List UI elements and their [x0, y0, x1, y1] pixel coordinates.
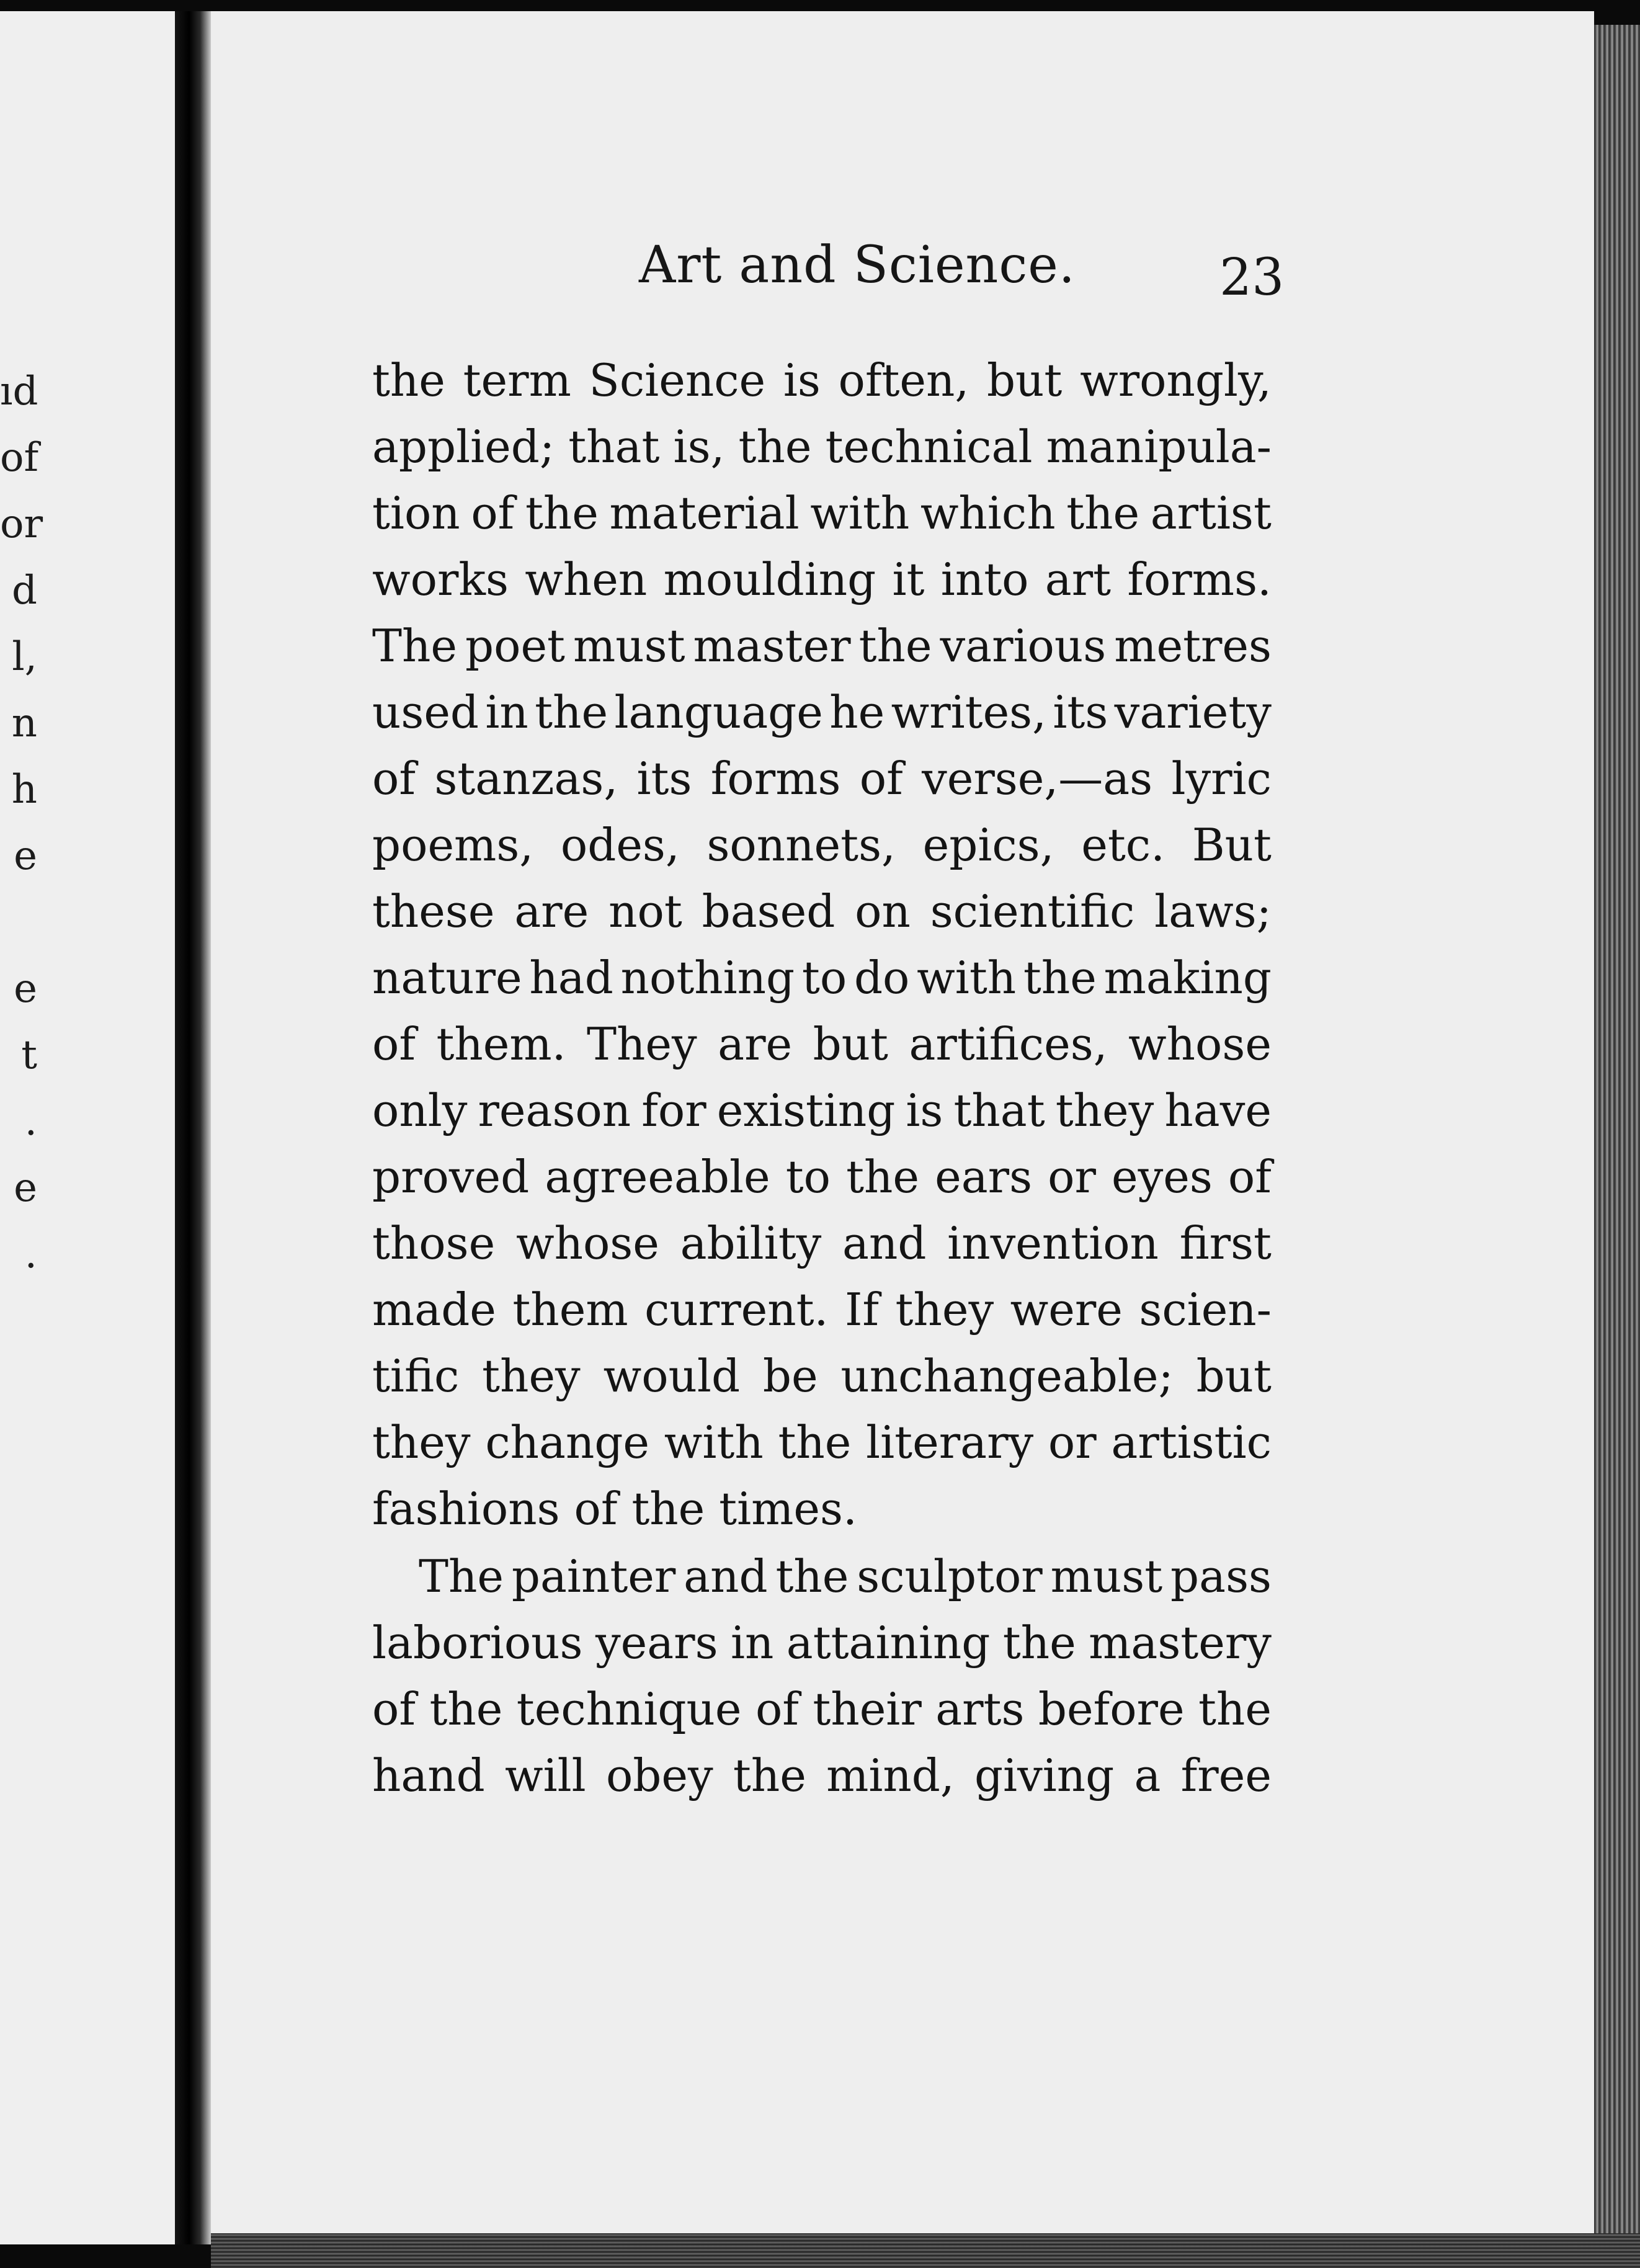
word: painter	[511, 1550, 676, 1602]
word: laws;	[1154, 885, 1272, 937]
word: them.	[436, 1018, 566, 1070]
word: sonnets,	[706, 819, 896, 871]
word: the	[429, 1683, 503, 1735]
word: making	[1103, 952, 1272, 1004]
word: of	[372, 1018, 416, 1070]
previous-page-fragment	[0, 11, 175, 2244]
word: technique	[516, 1683, 742, 1735]
word: tion	[372, 487, 460, 539]
word: whose	[515, 1217, 659, 1269]
word: The	[419, 1550, 504, 1602]
word: etc.	[1081, 819, 1165, 871]
word: arts	[935, 1683, 1025, 1735]
word: with	[664, 1416, 764, 1468]
word: made	[372, 1284, 496, 1336]
word: are	[514, 885, 589, 937]
word: or	[1048, 1416, 1097, 1468]
word: to	[785, 1151, 831, 1203]
word: the	[525, 487, 599, 539]
text-line	[372, 1078, 1272, 1144]
word: they	[482, 1350, 581, 1402]
word: various	[940, 620, 1107, 672]
word: nothing	[620, 952, 795, 1004]
fragment-line: e	[14, 1165, 37, 1211]
word: free	[1180, 1749, 1272, 1801]
text-line	[372, 1210, 1272, 1277]
word: is	[783, 354, 821, 406]
fragment-line: .	[24, 1099, 37, 1145]
word: invention	[947, 1217, 1159, 1269]
word: language	[614, 686, 823, 738]
word: they	[895, 1284, 994, 1336]
word: of	[755, 1683, 799, 1735]
word: do	[853, 952, 910, 1004]
word: of	[471, 487, 515, 539]
word: which	[920, 487, 1056, 539]
word: be	[762, 1350, 818, 1402]
word: the	[846, 1151, 920, 1203]
word: and	[684, 1550, 768, 1602]
word: of	[372, 1683, 416, 1735]
word: must	[1050, 1550, 1163, 1602]
word: works	[372, 553, 509, 605]
word: wrongly,	[1080, 354, 1272, 406]
word: but	[1196, 1350, 1272, 1402]
word: to	[801, 952, 847, 1004]
word: poet	[465, 620, 565, 672]
word: nature	[372, 952, 522, 1004]
body-text	[372, 347, 1272, 1809]
word: on	[855, 885, 911, 937]
word: current.	[644, 1284, 829, 1336]
word: they	[1055, 1084, 1154, 1136]
word: but	[986, 354, 1063, 406]
word: verse,—as	[922, 752, 1153, 805]
fragment-line: t	[21, 1032, 37, 1078]
fragment-line: h	[11, 767, 37, 813]
word: metres	[1114, 620, 1272, 672]
word: with	[810, 487, 910, 539]
word: in	[730, 1617, 774, 1669]
word: ears	[935, 1151, 1033, 1203]
word: artifices,	[909, 1018, 1108, 1070]
fragment-line: .	[24, 1231, 37, 1277]
word: based	[702, 885, 836, 937]
text-line	[372, 1610, 1272, 1676]
word: the	[738, 421, 812, 473]
fragment-line: l,	[12, 634, 37, 680]
word: had	[529, 952, 613, 1004]
word: forms.	[1127, 553, 1272, 605]
word: variety	[1114, 686, 1272, 738]
word: proved	[372, 1151, 530, 1203]
word: or	[1048, 1151, 1096, 1203]
word: were	[1010, 1284, 1123, 1336]
word: change	[485, 1416, 650, 1468]
word: years	[595, 1617, 718, 1669]
word: with	[917, 952, 1017, 1004]
word: moulding	[663, 553, 876, 605]
word: writes,	[891, 686, 1047, 738]
word: pass	[1170, 1550, 1272, 1602]
text-line	[372, 480, 1272, 547]
word: those	[372, 1217, 496, 1269]
previous-page-text-fragments	[0, 359, 43, 1288]
word: that	[953, 1084, 1045, 1136]
word: applied;	[372, 421, 555, 473]
paragraph	[372, 347, 1272, 1542]
word: scientific	[930, 885, 1135, 937]
word: is	[906, 1084, 943, 1136]
word: are	[718, 1018, 793, 1070]
text-line	[372, 1543, 1272, 1610]
word: sculptor	[857, 1550, 1043, 1602]
word: term	[463, 354, 571, 406]
word: of	[859, 752, 903, 805]
text-line	[372, 812, 1272, 878]
word: stanzas,	[434, 752, 618, 805]
word: the	[1066, 487, 1140, 539]
word: existing	[716, 1084, 896, 1136]
word: the	[372, 354, 445, 406]
word: but	[813, 1018, 888, 1070]
word: art	[1045, 553, 1112, 605]
word: laborious	[372, 1617, 583, 1669]
word: into	[940, 553, 1029, 605]
fragment-line: ıd	[0, 368, 38, 414]
word: technical	[825, 421, 1033, 473]
word: and	[842, 1217, 927, 1269]
running-title: Art and Science.	[639, 236, 1076, 295]
word: obey	[605, 1749, 713, 1801]
word: is,	[673, 421, 725, 473]
text-line	[372, 1144, 1272, 1210]
word: the	[1198, 1683, 1272, 1735]
word: the	[535, 686, 608, 738]
word: he	[829, 686, 885, 738]
word: poems,	[372, 819, 534, 871]
word: have	[1164, 1084, 1272, 1136]
word: tific	[372, 1350, 460, 1402]
word: the	[775, 1550, 849, 1602]
word: the	[1002, 1617, 1076, 1669]
text-line	[372, 613, 1272, 679]
word: will	[505, 1749, 586, 1801]
word: not	[608, 885, 682, 937]
word: them	[512, 1284, 628, 1336]
word: mind,	[826, 1749, 955, 1801]
word: eyes	[1111, 1151, 1213, 1203]
word: But	[1192, 819, 1272, 871]
fragment-line: e	[14, 966, 37, 1012]
fragment-line: of	[0, 435, 39, 481]
word: of	[1228, 1151, 1272, 1203]
word: used	[372, 686, 479, 738]
word: before	[1038, 1683, 1185, 1735]
word: its	[1053, 686, 1108, 738]
page-number: 23	[1219, 248, 1285, 307]
word: their	[813, 1683, 922, 1735]
word: the	[1023, 952, 1097, 1004]
word: forms	[710, 752, 841, 805]
word: it	[892, 553, 925, 605]
word: artistic	[1111, 1416, 1272, 1468]
word: scien-	[1139, 1284, 1272, 1336]
word: when	[525, 553, 648, 605]
fragment-line	[0, 890, 37, 956]
word: They	[587, 1018, 697, 1070]
text-line	[372, 1743, 1272, 1809]
word: of	[372, 752, 416, 805]
word: Science	[589, 354, 766, 406]
text-line	[372, 878, 1272, 945]
word: these	[372, 885, 495, 937]
text-line: fashions of the times.	[372, 1483, 857, 1535]
word: ability	[680, 1217, 822, 1269]
fragment-line: e	[14, 833, 37, 879]
page-edges	[1594, 25, 1640, 2258]
text-line	[372, 746, 1272, 812]
word: must	[573, 620, 685, 672]
word: reason	[478, 1084, 631, 1136]
page-bottom-edges	[211, 2233, 1640, 2268]
word: agreeable	[545, 1151, 770, 1203]
word: the	[858, 620, 932, 672]
word: for	[641, 1084, 706, 1136]
text-line	[372, 1277, 1272, 1343]
fragment-line: n	[11, 700, 37, 746]
word: that	[568, 421, 660, 473]
word: mastery	[1089, 1617, 1272, 1669]
word: only	[372, 1084, 468, 1136]
word: master	[693, 620, 851, 672]
word: in	[485, 686, 528, 738]
text-line	[372, 1676, 1272, 1743]
word: literary	[866, 1416, 1034, 1468]
text-line	[372, 945, 1272, 1011]
fragment-line: d	[12, 568, 37, 614]
word: attaining	[786, 1617, 991, 1669]
book-spine-gutter	[175, 11, 211, 2244]
text-line	[372, 1343, 1272, 1409]
word: whose	[1128, 1018, 1272, 1070]
word: giving	[974, 1749, 1115, 1801]
text-line	[372, 547, 1272, 613]
word: the	[778, 1416, 852, 1468]
text-line	[372, 679, 1272, 746]
word: first	[1179, 1217, 1272, 1269]
word: manipula-	[1046, 421, 1272, 473]
word: its	[636, 752, 692, 805]
word: unchangeable;	[840, 1350, 1174, 1402]
word: lyric	[1171, 752, 1272, 805]
text-line	[372, 347, 1272, 414]
word: the	[733, 1749, 806, 1801]
word: artist	[1150, 487, 1272, 539]
word: would	[603, 1350, 741, 1402]
text-line	[372, 1409, 1272, 1476]
paragraph	[372, 1543, 1272, 1809]
word: If	[844, 1284, 880, 1336]
word: odes,	[560, 819, 680, 871]
word: hand	[372, 1749, 485, 1801]
word: they	[372, 1416, 471, 1468]
word: often,	[838, 354, 969, 406]
word: The	[372, 620, 458, 672]
word: material	[609, 487, 800, 539]
text-line	[372, 414, 1272, 480]
text-line	[372, 1011, 1272, 1078]
fragment-line: or	[0, 501, 43, 547]
word: a	[1134, 1749, 1161, 1801]
word: epics,	[922, 819, 1054, 871]
